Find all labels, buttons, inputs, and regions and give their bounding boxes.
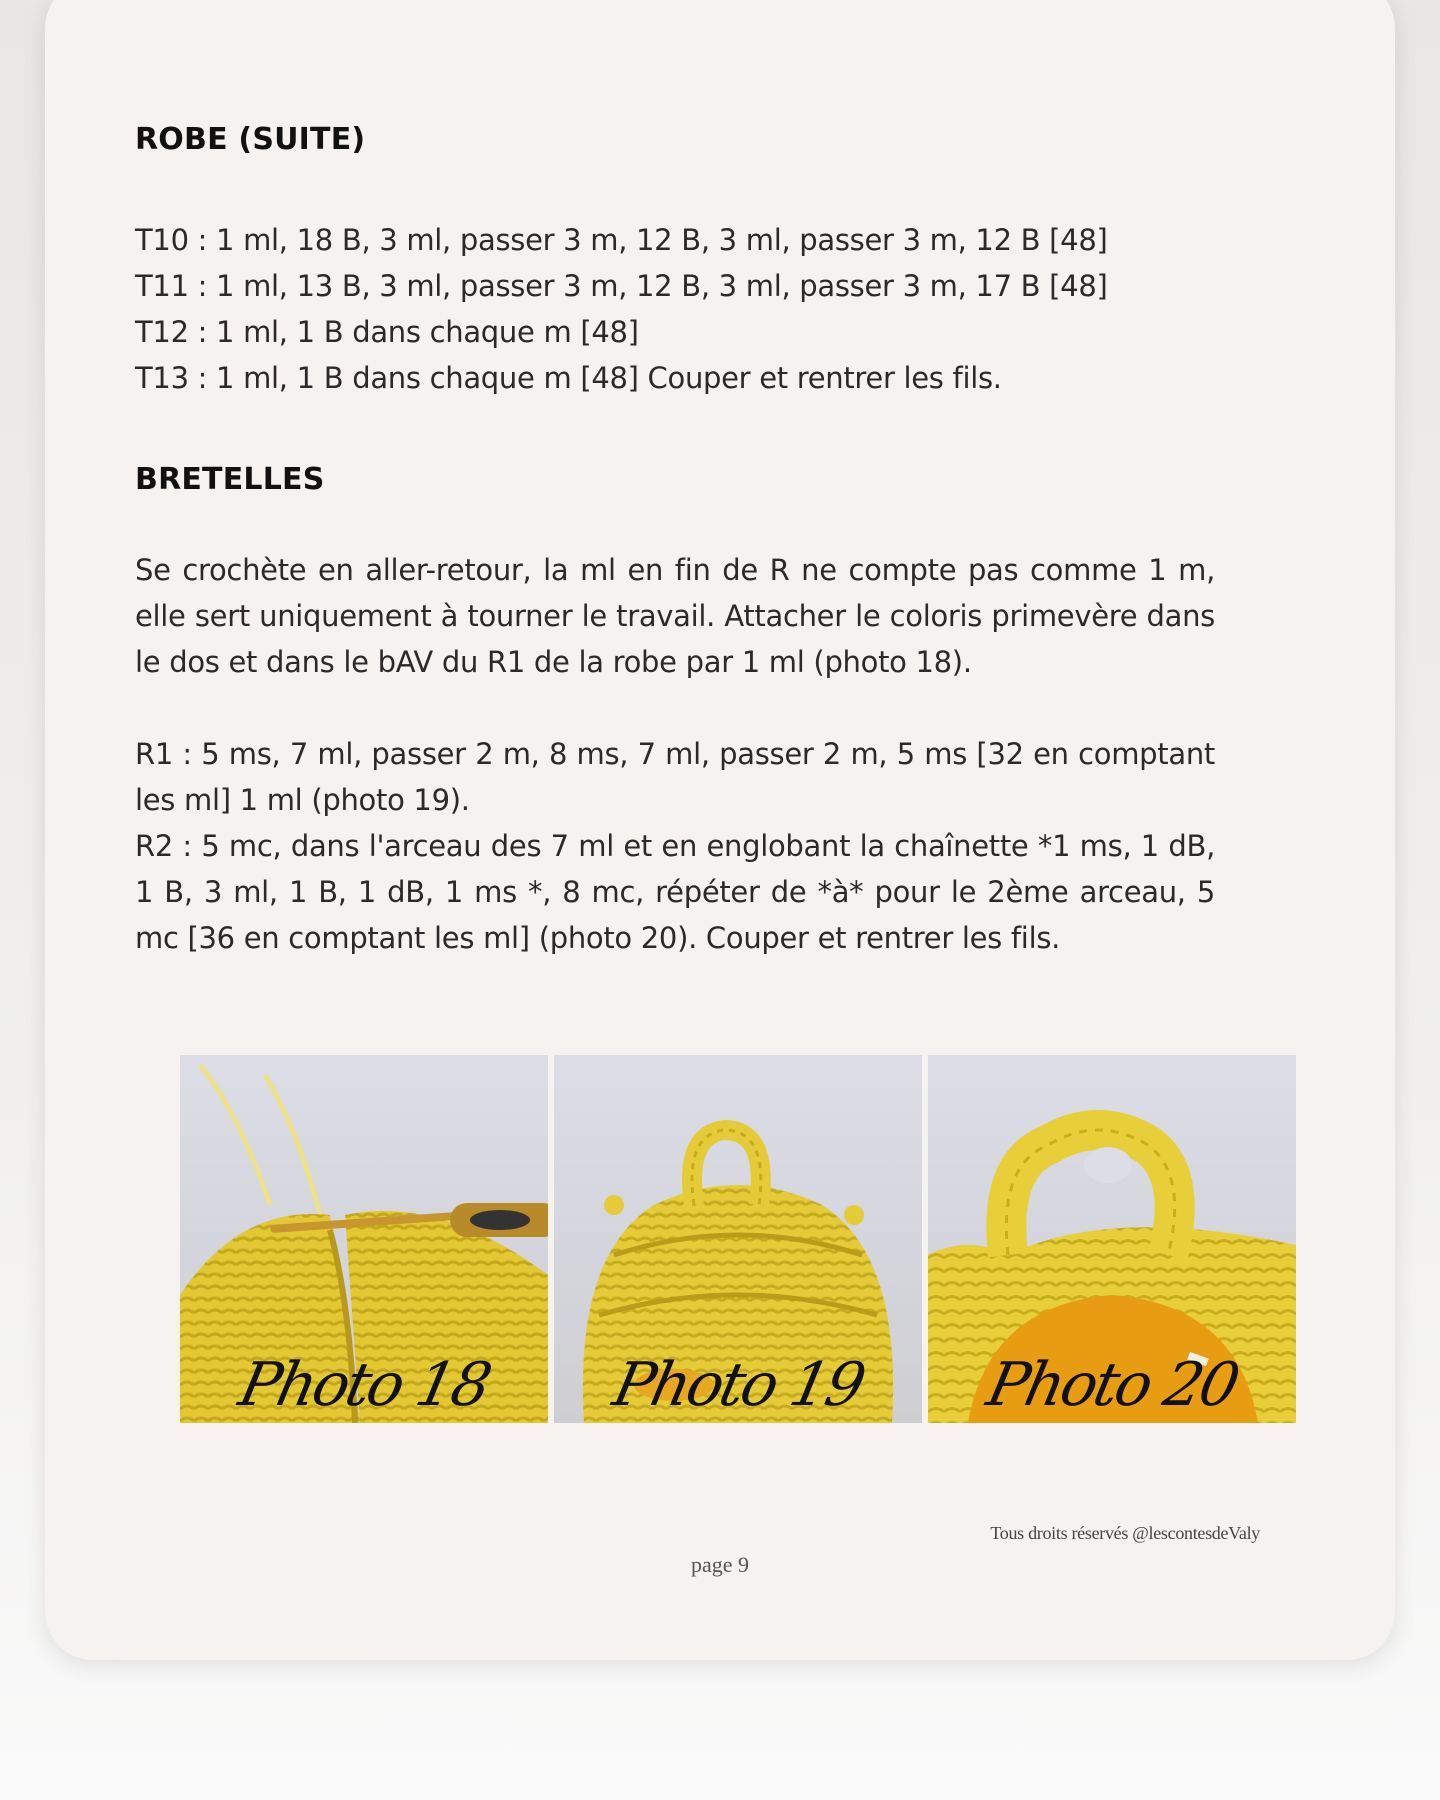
section-title-robe: ROBE (SUITE) (135, 122, 366, 157)
row-t11: T11 : 1 ml, 13 B, 3 ml, passer 3 m, 12 B, 3 ml, passer 3 m, 17 B [48] (135, 269, 1108, 303)
page-content (135, 122, 1215, 961)
row-t12: T12 : 1 ml, 1 B dans chaque m [48] (135, 315, 639, 349)
photo-18-caption: Photo 18 (233, 1350, 495, 1420)
row-r2: R2 : 5 mc, dans l'arceau des 7 ml et en englobant la chaînette *1 ms, 1 dB, 1 B, 3 ml, 1 B, 1 dB, 1 ms *, 8 mc, répéter de *à* pour le 2ème arceau, 5 mc [36 en comptant les ml] (photo 20). Couper et rentrer les fils. (135, 829, 1215, 955)
bretelles-rows (135, 731, 1215, 961)
photo-20-caption: Photo 20 (981, 1350, 1243, 1420)
bretelles-intro (135, 547, 1215, 685)
row-t13: T13 : 1 ml, 1 B dans chaque m [48] Couper et rentrer les fils. (135, 361, 1002, 395)
robe-rows (135, 217, 1215, 401)
page-number: page 9 (690, 1552, 750, 1577)
photo-19 (554, 1055, 922, 1423)
section-title-bretelles: BRETELLES (135, 462, 325, 497)
row-t10: T10 : 1 ml, 18 B, 3 ml, passer 3 m, 12 B, 3 ml, passer 3 m, 12 B [48] (135, 223, 1108, 257)
copyright-notice: Tous droits réservés @lescontesdeValy (990, 1523, 1260, 1543)
photo-strip (180, 1055, 1296, 1423)
photo-19-caption: Photo 19 (607, 1350, 869, 1420)
intro-text: Se crochète en aller-retour, la ml en fin de R ne compte pas comme 1 m, elle sert uniquement à tourner le travail. Attacher le coloris primevère dans le dos et dans le bAV du R1 de la robe par 1 ml (photo 18). (135, 553, 1215, 679)
row-r1: R1 : 5 ms, 7 ml, passer 2 m, 8 ms, 7 ml, passer 2 m, 5 ms [32 en comptant les ml] 1 ml (photo 19). (135, 737, 1215, 817)
photo-20 (928, 1055, 1296, 1423)
photo-18 (180, 1055, 548, 1423)
